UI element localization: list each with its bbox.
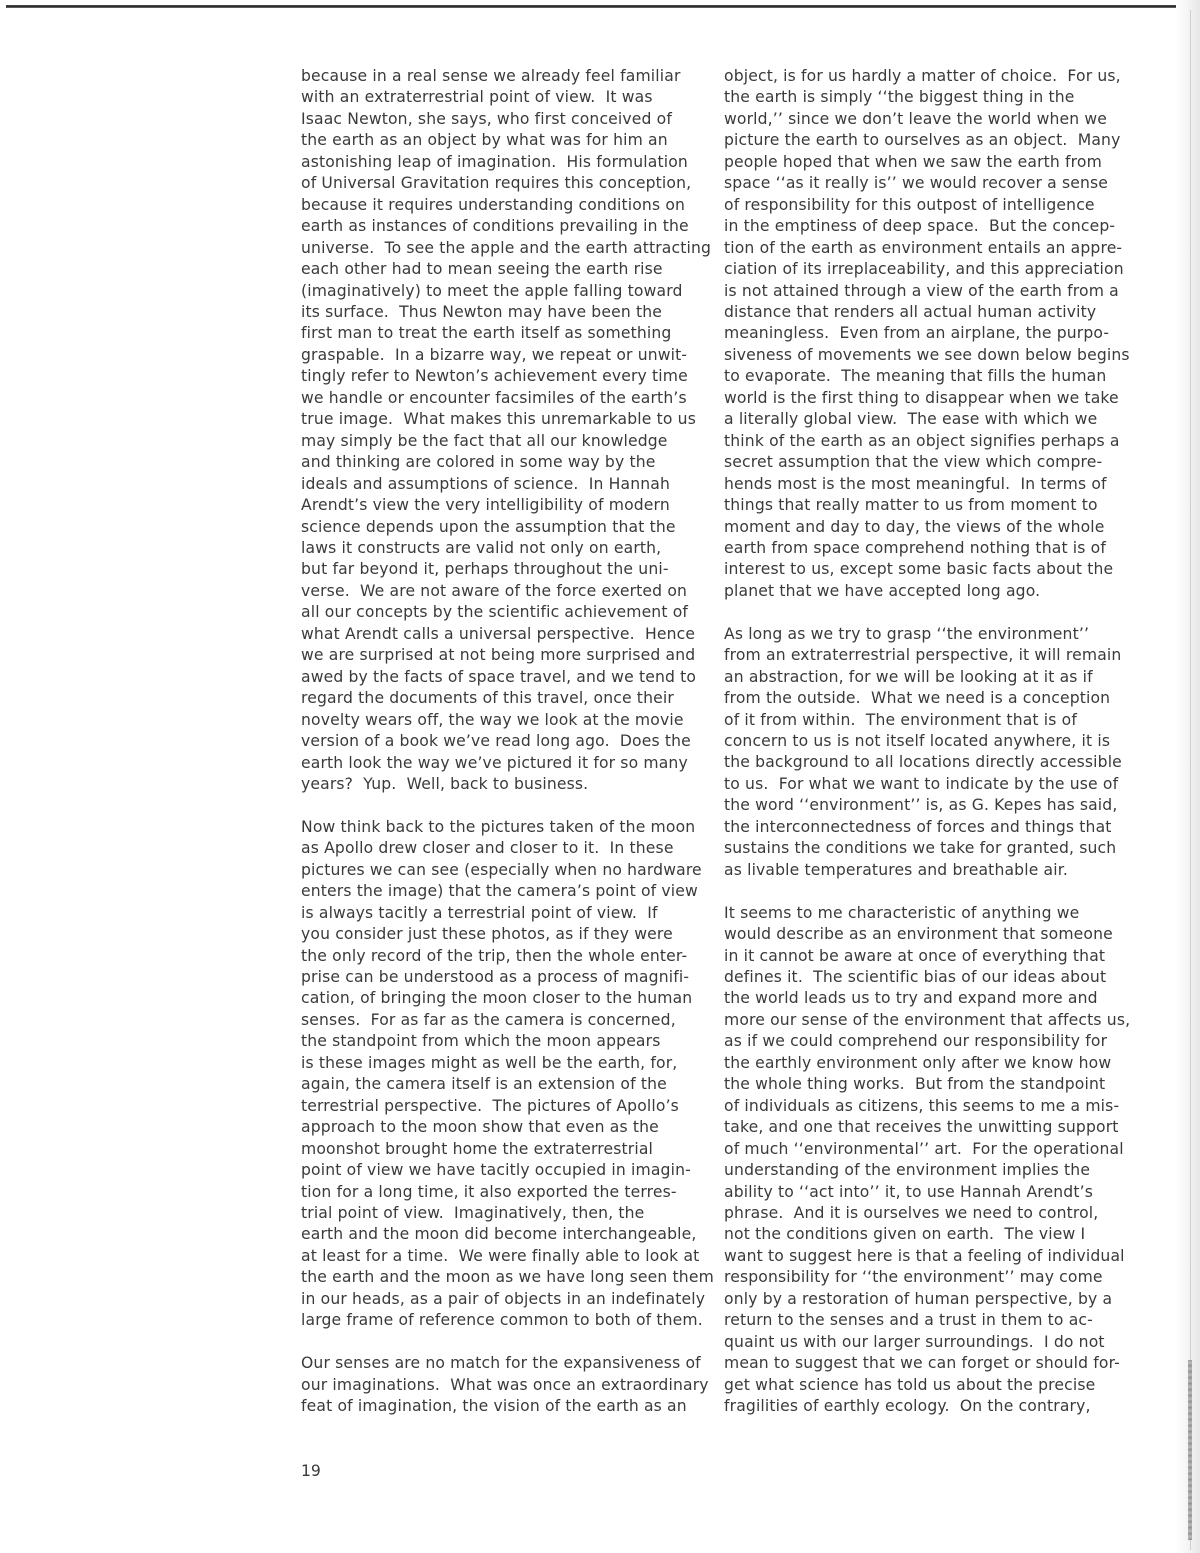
text-line: would describe as an environment that someone xyxy=(724,925,1113,944)
text-line: in it cannot be aware at once of everything that xyxy=(724,946,1106,965)
text-line: world is the first thing to disappear when we take xyxy=(724,388,1119,407)
text-line: ideals and assumptions of science. In Hannah xyxy=(301,474,671,493)
text-line: of it from within. The environment that is of xyxy=(724,710,1077,729)
text-line: large frame of reference common to both of them. xyxy=(301,1311,703,1330)
text-line: ciation of its irreplaceability, and this appreciation xyxy=(724,260,1124,279)
text-line: may simply be the fact that all our knowledge xyxy=(301,431,668,450)
text-line: its surface. Thus Newton may have been the xyxy=(301,302,663,321)
text-line: the earth as an object by what was for him an xyxy=(301,131,668,150)
text-line: cation, of bringing the moon closer to the human xyxy=(301,989,693,1008)
text-line: as if we could comprehend our responsibility for xyxy=(724,1032,1108,1051)
text-line: more our sense of the environment that affects us, xyxy=(724,1010,1131,1029)
text-line: the earth and the moon as we have long seen them xyxy=(301,1268,714,1287)
paragraph xyxy=(301,817,714,1332)
text-line: earth as instances of conditions prevailing in the xyxy=(301,217,689,236)
text-line: novelty wears off, the way we look at the movie xyxy=(301,710,684,729)
paragraph xyxy=(724,903,1134,1418)
text-line: of individuals as citizens, this seems to me a mis- xyxy=(724,1096,1120,1115)
paragraph xyxy=(724,66,1134,602)
text-line: As long as we try to grasp ‘‘the environment’’ xyxy=(724,624,1090,643)
text-line: tingly refer to Newton’s achievement every time xyxy=(301,367,688,386)
text-line: the world leads us to try and expand more and xyxy=(724,989,1098,1008)
text-line: the background to all locations directly accessible xyxy=(724,753,1122,772)
text-line: fragilities of earthly ecology. On the contrary, xyxy=(724,1397,1091,1416)
text-line: enters the image) that the camera’s point of view xyxy=(301,882,698,901)
text-line: earth and the moon did become interchangeable, xyxy=(301,1225,697,1244)
text-line: from the outside. What we need is a conception xyxy=(724,689,1111,708)
text-line: an abstraction, for we will be looking at it as if xyxy=(724,667,1093,686)
text-line: at least for a time. We were finally able to look at xyxy=(301,1246,700,1265)
text-line: the earthly environment only after we know how xyxy=(724,1053,1112,1072)
text-line: our imaginations. What was once an extraordinary xyxy=(301,1375,709,1394)
text-line: take, and one that receives the unwitting support xyxy=(724,1118,1119,1137)
text-line: science depends upon the assumption that the xyxy=(301,517,676,536)
text-line: all our concepts by the scientific achievement of xyxy=(301,603,689,622)
text-line: a literally global view. The ease with which we xyxy=(724,410,1098,429)
left-column xyxy=(301,66,714,1439)
text-line: of much ‘‘environmental’’ art. For the operational xyxy=(724,1139,1124,1158)
right-column xyxy=(724,66,1134,1439)
text-line: moonshot brought home the extraterrestrial xyxy=(301,1139,654,1158)
text-line: from an extraterrestrial perspective, it will remain xyxy=(724,646,1122,665)
text-line: object, is for us hardly a matter of choice. For us, xyxy=(724,67,1121,85)
text-line: is always tacitly a terrestrial point of view. If xyxy=(301,903,658,922)
text-line: earth look the way we’ve pictured it for so many xyxy=(301,753,688,772)
text-line: responsibility for ‘‘the environment’’ may come xyxy=(724,1268,1103,1287)
text-line: each other had to mean seeing the earth rise xyxy=(301,260,663,279)
text-line: feat of imagination, the vision of the earth as an xyxy=(301,1397,687,1416)
text-line: is these images might as well be the earth, for, xyxy=(301,1053,678,1072)
text-line: think of the earth as an object signifies perhaps a xyxy=(724,431,1120,450)
text-line: because it requires understanding conditions on xyxy=(301,195,686,214)
text-line: want to suggest here is that a feeling of individual xyxy=(724,1246,1125,1265)
text-line: the word ‘‘environment’’ is, as G. Kepes has said, xyxy=(724,796,1118,815)
text-line: hends most is the most meaningful. In terms of xyxy=(724,474,1107,493)
text-line: quaint us with our larger surroundings. I do not xyxy=(724,1332,1105,1351)
text-line: Arendt’s view the very intelligibility of modern xyxy=(301,496,670,515)
text-line: the earth is simply ‘‘the biggest thing in the xyxy=(724,88,1075,107)
text-line: secret assumption that the view which compre- xyxy=(724,453,1103,472)
text-line: mean to suggest that we can forget or should for- xyxy=(724,1354,1120,1373)
text-line: but far beyond it, perhaps throughout the uni- xyxy=(301,560,669,579)
text-line: the whole thing works. But from the standpoint xyxy=(724,1075,1106,1094)
text-line: pictures we can see (especially when no hardware xyxy=(301,860,702,879)
text-line: people hoped that when we saw the earth from xyxy=(724,152,1102,171)
text-line: Isaac Newton, she says, who first conceived of xyxy=(301,109,673,128)
paragraph xyxy=(724,624,1134,881)
page-edge xyxy=(1176,0,1200,1553)
text-line: picture the earth to ourselves as an object. Many xyxy=(724,131,1121,150)
text-line: meaningless. Even from an airplane, the purpo- xyxy=(724,324,1110,343)
text-line: you consider just these photos, as if they were xyxy=(301,925,673,944)
text-line: ability to ‘‘act into’’ it, to use Hannah Arendt’s xyxy=(724,1182,1093,1201)
text-line: what Arendt calls a universal perspective. Hence xyxy=(301,624,696,643)
text-line: trial point of view. Imaginatively, then, the xyxy=(301,1204,645,1222)
text-line: sustains the conditions we take for granted, such xyxy=(724,839,1117,858)
text-line: again, the camera itself is an extension of the xyxy=(301,1075,667,1094)
text-line: Our senses are no match for the expansiveness of xyxy=(301,1354,701,1373)
text-line: Now think back to the pictures taken of the moon xyxy=(301,817,696,836)
text-line: first man to treat the earth itself as something xyxy=(301,324,672,343)
text-line: phrase. And it is ourselves we need to control, xyxy=(724,1203,1099,1222)
text-line: as livable temperatures and breathable air. xyxy=(724,860,1068,879)
text-line: to evaporate. The meaning that fills the human xyxy=(724,367,1107,386)
text-line: of Universal Gravitation requires this conception, xyxy=(301,174,692,193)
text-line: earth from space comprehend nothing that is of xyxy=(724,538,1107,557)
text-line: in the emptiness of deep space. But the concep- xyxy=(724,217,1116,236)
text-line: to us. For what we want to indicate by the use of xyxy=(724,774,1119,793)
text-line: graspable. In a bizarre way, we repeat or unwit- xyxy=(301,345,688,364)
text-line: verse. We are not aware of the force exerted on xyxy=(301,581,688,600)
text-line: because in a real sense we already feel familiar xyxy=(301,67,681,85)
text-line: true image. What makes this unremarkable to us xyxy=(301,410,696,429)
text-line: understanding of the environment implies the xyxy=(724,1161,1091,1180)
text-line: point of view we have tacitly occupied in imagin- xyxy=(301,1161,691,1180)
text-line: tion for a long time, it also exported the terres- xyxy=(301,1182,677,1201)
text-line: not the conditions given on earth. The view I xyxy=(724,1225,1086,1244)
text-line: only by a restoration of human perspective, by a xyxy=(724,1289,1113,1308)
text-line: laws it constructs are valid not only on earth, xyxy=(301,538,662,557)
text-line: space ‘‘as it really is’’ we would recover a sense xyxy=(724,174,1109,193)
text-line: version of a book we’ve read long ago. Does the xyxy=(301,732,691,751)
text-line: awed by the facts of space travel, and we tend to xyxy=(301,667,697,686)
text-line: things that really matter to us from moment to xyxy=(724,496,1098,515)
text-line: approach to the moon show that even as the xyxy=(301,1118,659,1137)
text-line: planet that we have accepted long ago. xyxy=(724,581,1041,600)
text-line: return to the senses and a trust in them to ac- xyxy=(724,1311,1093,1330)
text-line: distance that renders all actual human activity xyxy=(724,302,1097,321)
text-line: years? Yup. Well, back to business. xyxy=(301,774,589,793)
text-line: world,’’ since we don’t leave the world when we xyxy=(724,109,1108,128)
text-line: is not attained through a view of the earth from a xyxy=(724,281,1119,300)
paragraph xyxy=(301,1353,711,1417)
page-edge-line xyxy=(1190,10,1191,1550)
top-rule xyxy=(6,5,1196,8)
text-line: It seems to me characteristic of anything we xyxy=(724,903,1080,922)
text-line: as Apollo drew closer and closer to it. In these xyxy=(301,839,674,858)
text-line: in our heads, as a pair of objects in an indefinately xyxy=(301,1289,706,1308)
text-line: interest to us, except some basic facts about the xyxy=(724,560,1114,579)
page-number: 19 xyxy=(301,1462,321,1480)
text-line: the interconnectedness of forces and things that xyxy=(724,817,1112,836)
text-line: terrestrial perspective. The pictures of Apollo’s xyxy=(301,1096,679,1115)
text-line: the standpoint from which the moon appears xyxy=(301,1032,661,1051)
text-line: we handle or encounter facsimiles of the earth’s xyxy=(301,388,687,407)
text-line: concern to us is not itself located anywhere, it is xyxy=(724,732,1111,751)
page-edge-shadow xyxy=(1188,1360,1192,1540)
text-line: senses. For as far as the camera is concerned, xyxy=(301,1010,676,1029)
text-line: the only record of the trip, then the whole enter- xyxy=(301,946,688,965)
text-line: we are surprised at not being more surprised and xyxy=(301,646,696,665)
text-line: astonishing leap of imagination. His formulation xyxy=(301,152,688,171)
text-line: defines it. The scientific bias of our ideas about xyxy=(724,968,1107,986)
text-line: moment and day to day, the views of the whole xyxy=(724,517,1105,536)
text-line: of responsibility for this outpost of intelligence xyxy=(724,195,1095,214)
text-line: prise can be understood as a process of magnifi- xyxy=(301,968,690,987)
text-line: (imaginatively) to meet the apple falling toward xyxy=(301,281,683,300)
paragraph xyxy=(301,66,711,795)
text-line: siveness of movements we see down below begins xyxy=(724,345,1130,364)
text-line: tion of the earth as environment entails an appre- xyxy=(724,238,1123,257)
text-line: and thinking are colored in some way by the xyxy=(301,453,656,472)
text-line: universe. To see the apple and the earth attracting xyxy=(301,238,712,257)
text-line: with an extraterrestrial point of view. It was xyxy=(301,88,653,107)
text-line: regard the documents of this travel, once their xyxy=(301,689,674,708)
text-line: get what science has told us about the precise xyxy=(724,1375,1096,1394)
